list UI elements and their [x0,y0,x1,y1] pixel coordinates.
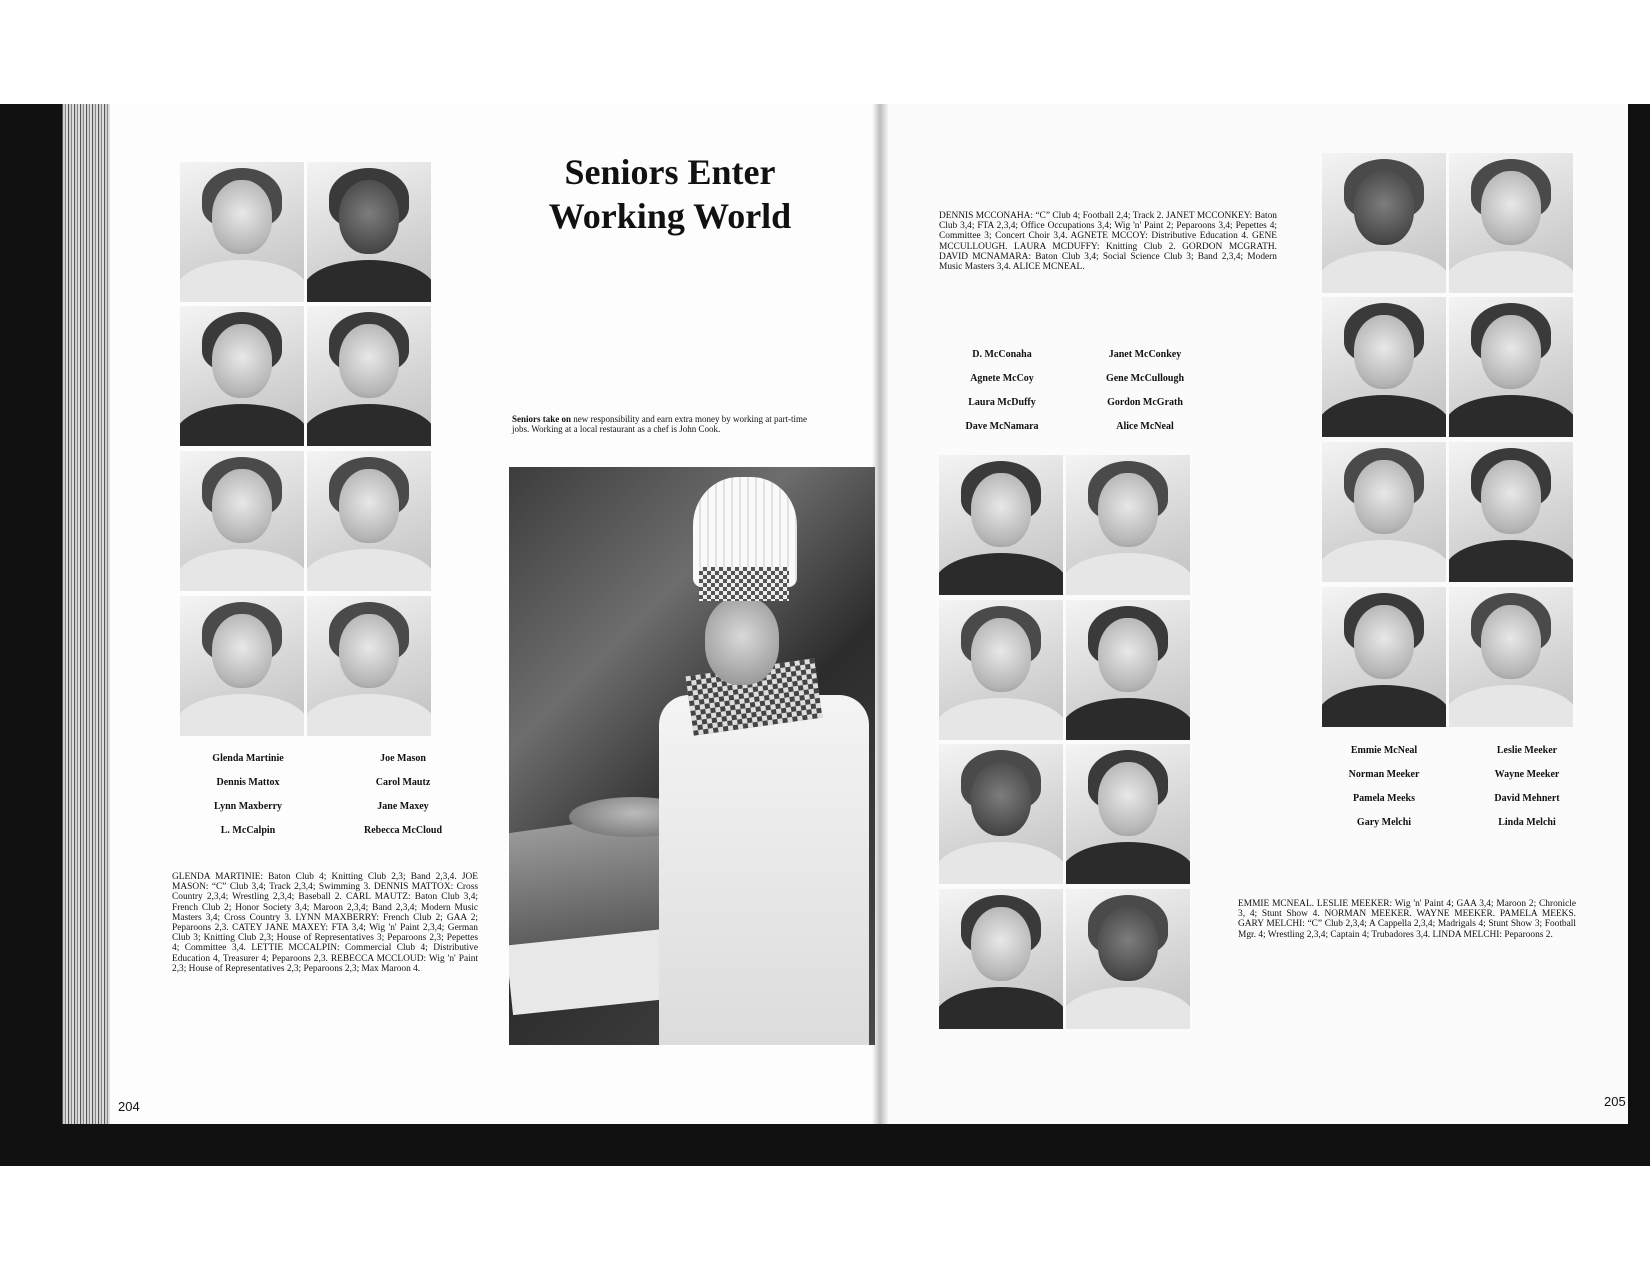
right-name-list [1324,742,1590,832]
name-label: Gordon McGrath [1107,397,1183,408]
portrait-jane-maxey [307,451,431,591]
name-label: Rebecca McCloud [363,825,443,836]
name-label: Laura McDuffy [968,397,1036,408]
portrait-laura-mcduffy [939,744,1063,884]
photo-box [509,929,672,1015]
name-label: Janet McConkey [1108,349,1182,360]
right-top-bio-paragraph: DENNIS MCCONAHA: “C” Club 4; Football 2,4; Track 2. JANET MCCONKEY: Baton Club 3,4; FTA 2,3,4; Office Occupations 3,4; Wig 'n' Paint 2; Peparoons 3,4; Pepettes 4; Committee 3; Concert Choir 3,4. AGNETE MCCOY: Distributive Education 4. GENE MCCULLOUGH. LAURA MCDUFFY: Knitting Club 2. GORDON MCGRATH. DAVID MCNAMARA: Baton Club 3,4; Social Science Club 3; Band 2,3,4; Modern Music Masters 3,4. ALICE MCNEAL. [939,211,1277,273]
name-label: Carol Mautz [375,777,431,788]
portrait-d-mcconaha [939,455,1063,595]
portrait-dennis-mattox [180,306,304,446]
portrait-alice-mcneal [1066,889,1190,1029]
book-binding-left [0,104,62,1166]
portrait-l-mccalpin [180,596,304,736]
name-label: Glenda Martinie [212,753,284,764]
name-label: Dave McNamara [965,421,1039,432]
title-line-2: Working World [548,196,792,236]
photo-chef-hat-band [699,567,789,601]
portrait-lynn-maxberry [180,451,304,591]
portrait-linda-melchi [1449,587,1573,727]
name-label: Jane Maxey [377,801,429,812]
photo-caption [512,414,812,434]
left-name-list [178,750,468,840]
photo-chef-face [705,597,779,685]
chef-photo [509,467,875,1045]
name-label: Leslie Meeker [1496,745,1558,756]
right-bottom-bio-paragraph: EMMIE MCNEAL. LESLIE MEEKER: Wig 'n' Paint 4; GAA 3,4; Maroon 2; Chronicle 3, 4; Stunt Show 4. NORMAN MEEKER. WAYNE MEEKER. PAMELA MEEKS. GARY MELCHI: “C” Club 2,3,4; A Cappella 2,3,4; Madrigals 4; Stunt Show 3; Football Mgr. 4; Wrestling 2,3,4; Captain 4; Trubadores 3,4. LINDA MELCHI: Peparoons 2. [1238,899,1576,940]
portrait-gene-mccullough [1066,600,1190,740]
book-binding-right [1628,104,1650,1166]
name-label: Gene McCullough [1105,373,1185,384]
name-label: Lynn Maxberry [213,801,283,812]
name-label: Emmie McNeal [1350,745,1418,756]
name-label: Pamela Meeks [1353,793,1415,804]
name-label: David Mehnert [1494,793,1560,804]
photo-chef-body [659,695,869,1045]
name-label: Joe Mason [380,753,426,764]
caption-lead: Seniors take on [512,414,572,424]
portrait-emmie-mcneal [1322,153,1446,293]
book-binding-bottom [0,1124,1650,1166]
portrait-leslie-meeker [1449,153,1573,293]
left-bio-paragraph: GLENDA MARTINIE: Baton Club 4; Knitting Club 2,3; Band 2,3,4. JOE MASON: “C” Club 3,4; Track 2,3,4; Swimming 3. DENNIS MATTOX: Cross Country 2,3,4; Wrestling 2,3,4; Baseball 2. CARL MAUTZ: Baton Club 3,4; French Club 2; Honor Society 3,4; Maroon 2,3,4; Band 2,3,4; Modern Music Masters 3,4; Cross Country 3. LYNN MAXBERRY: French Club 2; GAA 2; Peparoons 2,3. CATEY JANE MAXEY: FTA 3,4; Wig 'n' Paint 2,3,4; German Club 3; Knitting Club 2,3; House of Representatives 3; Peparoons 2,3; Pepettes 4; Committee 3,4. LETTIE MCCALPIN: Commercial Club 4; Distributive Education 4, Treasurer 4; Peparoons 2,3. REBECCA MCCLOUD: Wig 'n' Paint 2,3; House of Representatives 2,3; Peparoons 2,3; Max Maroon 4. [172,872,478,974]
name-label: D. McConaha [972,349,1032,360]
portrait-norman-meeker [1322,297,1446,437]
portrait-dave-mcnamara [939,889,1063,1029]
portrait-david-mehnert [1449,442,1573,582]
portrait-carl-mautz [307,306,431,446]
name-label: Gary Melchi [1356,817,1412,828]
name-label: Dennis Mattox [216,777,280,788]
name-label: Wayne Meeker [1494,769,1560,780]
name-label: L. McCalpin [220,825,276,836]
page-stack-edge [62,104,110,1166]
caption-body: new responsibility and earn extra money by working at part-time jobs. Working at a local restaurant as a chef is John Cook. [512,414,807,434]
name-label: Agnete McCoy [970,373,1034,384]
name-label: Linda Melchi [1498,817,1556,828]
name-label: Norman Meeker [1348,769,1420,780]
portrait-glenda-martinie [180,162,304,302]
middle-name-list [942,346,1208,436]
name-label: Alice McNeal [1116,421,1174,432]
portrait-gary-melchi [1322,587,1446,727]
page-title [520,150,820,238]
portrait-wayne-meeker [1449,297,1573,437]
portrait-janet-mcconkey [1066,455,1190,595]
portrait-agnete-mccoy [939,600,1063,740]
page-number-left: 204 [118,1099,140,1114]
page-number-right: 205 [1604,1094,1626,1109]
portrait-joe-mason [307,162,431,302]
portrait-gordon-mcgrath [1066,744,1190,884]
portrait-rebecca-mccloud [307,596,431,736]
portrait-pamela-meeks [1322,442,1446,582]
title-line-1: Seniors Enter [564,152,776,192]
